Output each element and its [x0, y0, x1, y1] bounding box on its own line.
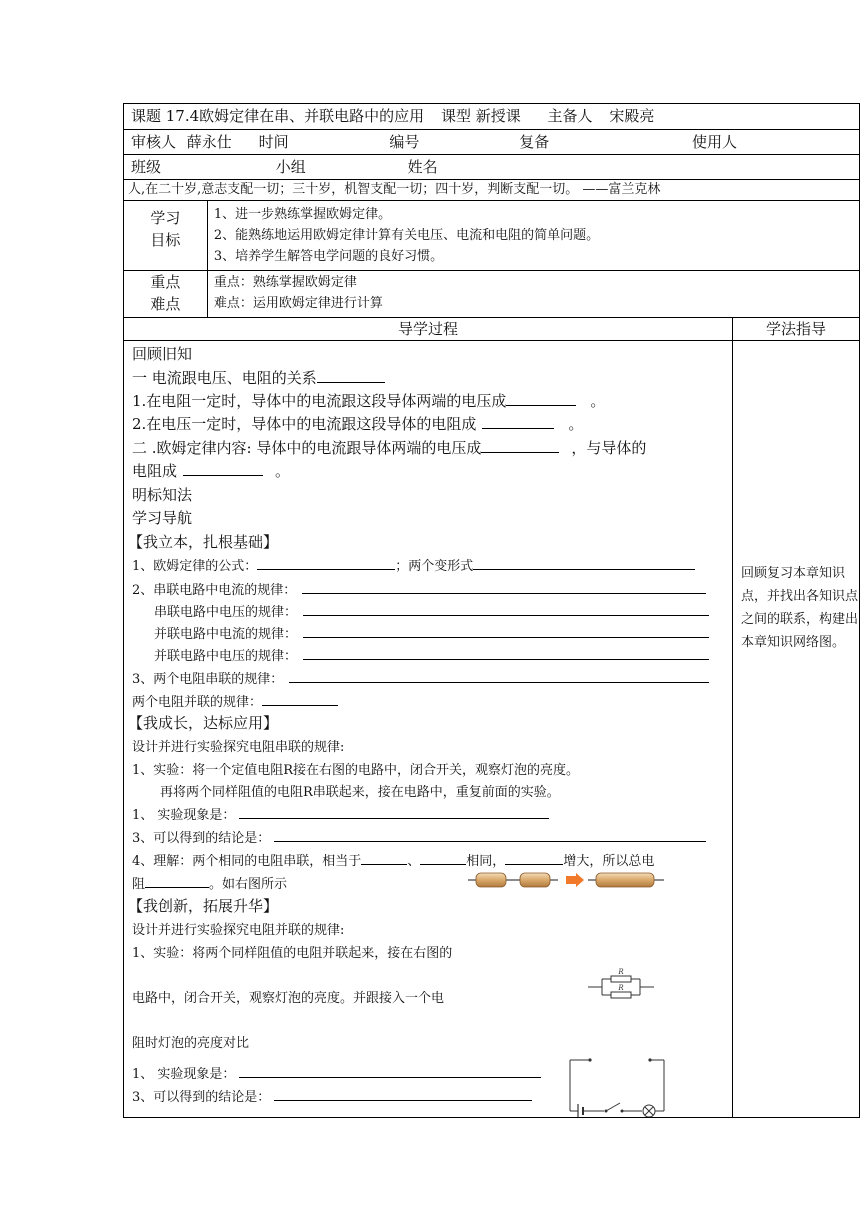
p2-conclusion [132, 827, 706, 846]
review-label: 复备 [519, 133, 550, 151]
lamp-circuit-diagram [562, 1053, 672, 1117]
blank [145, 873, 209, 888]
blank [420, 850, 466, 865]
p1-line-3b [132, 691, 338, 710]
name-label: 姓名 [407, 158, 438, 176]
process-header: 导学过程 [124, 318, 733, 341]
part1-title: 【我立本，扎根基础】 [128, 533, 279, 551]
review-1b-text: 2.在电压一定时，导体中的电流跟这段导体的电阻成 [132, 415, 477, 433]
formula-label: 1、欧姆定律的公式： [132, 559, 258, 574]
blank [482, 414, 554, 429]
p2-phenomenon [132, 804, 549, 823]
review-2b-end: 。 [275, 462, 291, 480]
time-label: 时间 [258, 133, 289, 151]
blank [183, 461, 263, 476]
p1-line-3 [132, 668, 709, 687]
p2-understand [132, 850, 654, 869]
series-voltage-label: 串联电路中电压的规律： [154, 605, 298, 620]
resistor-label-bottom: R [618, 984, 624, 992]
phenomenon-label: 1、 实验现象是： [132, 808, 236, 823]
focus-point: 重点：熟练掌握欧姆定律 [213, 275, 357, 290]
nav-title: 学习导航 [132, 509, 193, 527]
review-line-1b [132, 413, 583, 434]
process-content [124, 341, 733, 1118]
reviewer-label: 审核人 [131, 133, 177, 151]
p1-line-2d [154, 645, 709, 664]
blank [274, 827, 706, 842]
guide-note: 点，并找出各知识点 [740, 589, 858, 604]
header-row-3 [124, 155, 860, 180]
preparer-label: 主备人 [547, 107, 593, 125]
p3-line-2: 电路中，闭合开关，观察灯泡的亮度。并跟接入一个电 [132, 991, 445, 1006]
reviewer: 薛永仕 [186, 133, 232, 151]
p2-exp-1: 1、实验：将一个定值电阻R接在右图的电路中，闭合开关，观察灯泡的亮度。 [132, 763, 580, 778]
review-1a-end: 。 [590, 392, 606, 410]
resistor-series-figure [466, 868, 666, 892]
objectives-label [124, 201, 208, 271]
see-figure-label: 。如右图所示 [209, 877, 288, 892]
blank [302, 579, 706, 594]
review-2b-text: 电阻成 [132, 462, 178, 480]
blank [257, 555, 395, 570]
process-body [124, 341, 732, 1117]
review-title: 回顾旧知 [132, 345, 193, 363]
guide-note: 回顾复习本章知识 [740, 566, 845, 581]
objectives-label-1: 学习 [150, 209, 181, 227]
two-series-label: 3、两个电阻串联的规律： [132, 672, 284, 687]
p1-line-2b [154, 601, 709, 620]
p1-line-2c [154, 623, 709, 642]
review-line-2b [132, 460, 290, 481]
clarify-title: 明标知法 [132, 486, 193, 504]
number-label: 编号 [389, 133, 420, 151]
header-row-1 [124, 104, 860, 130]
keypoints-label-2: 难点 [150, 295, 181, 313]
blank [473, 555, 695, 570]
phenomenon-label: 1、 实验现象是： [132, 1067, 236, 1082]
p1-line-1 [132, 555, 695, 574]
p1-line-2 [132, 579, 706, 598]
topic: 课题 17.4欧姆定律在串、并联电路中的应用 [131, 107, 425, 125]
p2-exp-1b: 再将两个同样阻值的电阻R串联起来，接在电路中，重复前面的实验。 [160, 785, 560, 800]
p3-line-3: 阻时灯泡的亮度对比 [132, 1036, 250, 1051]
guide-note: 本章知识网络图。 [740, 635, 845, 650]
resist-label: 阻 [132, 877, 146, 892]
blank [361, 850, 407, 865]
worksheet [123, 103, 860, 1118]
guide-notes [732, 341, 859, 1118]
series-current-label: 2、串联电路中电流的规律： [132, 583, 297, 598]
review-line-1a [132, 390, 605, 411]
blank [303, 623, 709, 638]
blank [505, 850, 563, 865]
p3-phenomenon [132, 1063, 541, 1082]
blank [262, 691, 338, 706]
review-1-text: 一 电流跟电压、电阻的关系 [132, 369, 317, 387]
blank [481, 438, 559, 453]
class-label: 班级 [131, 158, 162, 176]
keypoints-label [124, 271, 208, 318]
variant-label: ；两个变形式 [395, 559, 474, 574]
guide-header: 学法指导 [732, 318, 859, 341]
p2-understand-b [132, 873, 287, 892]
part2-title: 【我成长，达标应用】 [128, 714, 279, 732]
review-2-mid: ，与导体的 [571, 439, 647, 457]
parallel-resistor-diagram [586, 967, 656, 1009]
preparer: 宋殿亮 [609, 107, 655, 125]
p3-line-1: 1、实验：将两个同样阻值的电阻并联起来，接在右图的 [132, 946, 453, 961]
review-1a-text: 1.在电阻一定时，导体中的电流跟这段导体两端的电压成 [132, 392, 507, 410]
conclusion-label: 3、可以得到的结论是： [132, 1090, 271, 1105]
review-2-text: 二 .欧姆定律内容: 导体中的电流跟导体两端的电压成 [132, 439, 482, 457]
review-line-1 [132, 367, 385, 388]
guide-note: 之间的联系，构建出 [740, 612, 858, 627]
blank [303, 645, 709, 660]
conclusion-label: 3、可以得到的结论是： [132, 831, 271, 846]
keypoints-content [207, 271, 859, 318]
objectives-label-2: 目标 [150, 231, 181, 249]
blank [239, 1063, 541, 1078]
objective-item: 2、能熟练地运用欧姆定律计算有关电压、电流和电阻的简单问题。 [213, 228, 600, 243]
p3-intro: 设计并进行实验探究电阻并联的规律: [132, 923, 345, 938]
same-label: 相同， [466, 854, 506, 869]
objective-item: 1、进一步熟练掌握欧姆定律。 [213, 207, 392, 222]
resistor-label-top: R [618, 968, 624, 976]
keypoints-label-1: 重点 [150, 273, 181, 291]
blank [506, 391, 576, 406]
blank [303, 601, 709, 616]
part3-title: 【我创新，拓展升华】 [128, 897, 279, 915]
review-line-2 [132, 437, 646, 458]
difficulty-point: 难点：运用欧姆定律进行计算 [213, 296, 383, 311]
comma: 、 [407, 854, 421, 869]
parallel-voltage-label: 并联电路中电压的规律： [154, 649, 298, 664]
blank [274, 1086, 532, 1101]
two-parallel-label: 两个电阻并联的规律： [132, 695, 263, 710]
worksheet-table [123, 103, 860, 1118]
motto-quote: 人,在二十岁,意志支配一切；三十岁，机智支配一切；四十岁，判断支配一切。 ——富兰克林 [124, 180, 860, 201]
group-label: 小组 [275, 158, 306, 176]
p3-conclusion [132, 1086, 532, 1105]
blank [317, 368, 385, 383]
course-type: 课型 新授课 [440, 107, 521, 125]
objective-item: 3、培养学生解答电学问题的良好习惯。 [213, 249, 444, 264]
objectives-list [207, 201, 859, 271]
header-row-2 [124, 130, 860, 155]
understand-label: 4、理解：两个相同的电阻串联，相当于 [132, 854, 362, 869]
blank [239, 804, 549, 819]
p2-intro: 设计并进行实验探究电阻串联的规律: [132, 740, 345, 755]
increase-label: 增大，所以总电 [563, 854, 655, 869]
blank [289, 668, 709, 683]
user-label: 使用人 [691, 133, 737, 151]
parallel-current-label: 并联电路中电流的规律： [154, 627, 298, 642]
review-1b-end: 。 [568, 415, 584, 433]
